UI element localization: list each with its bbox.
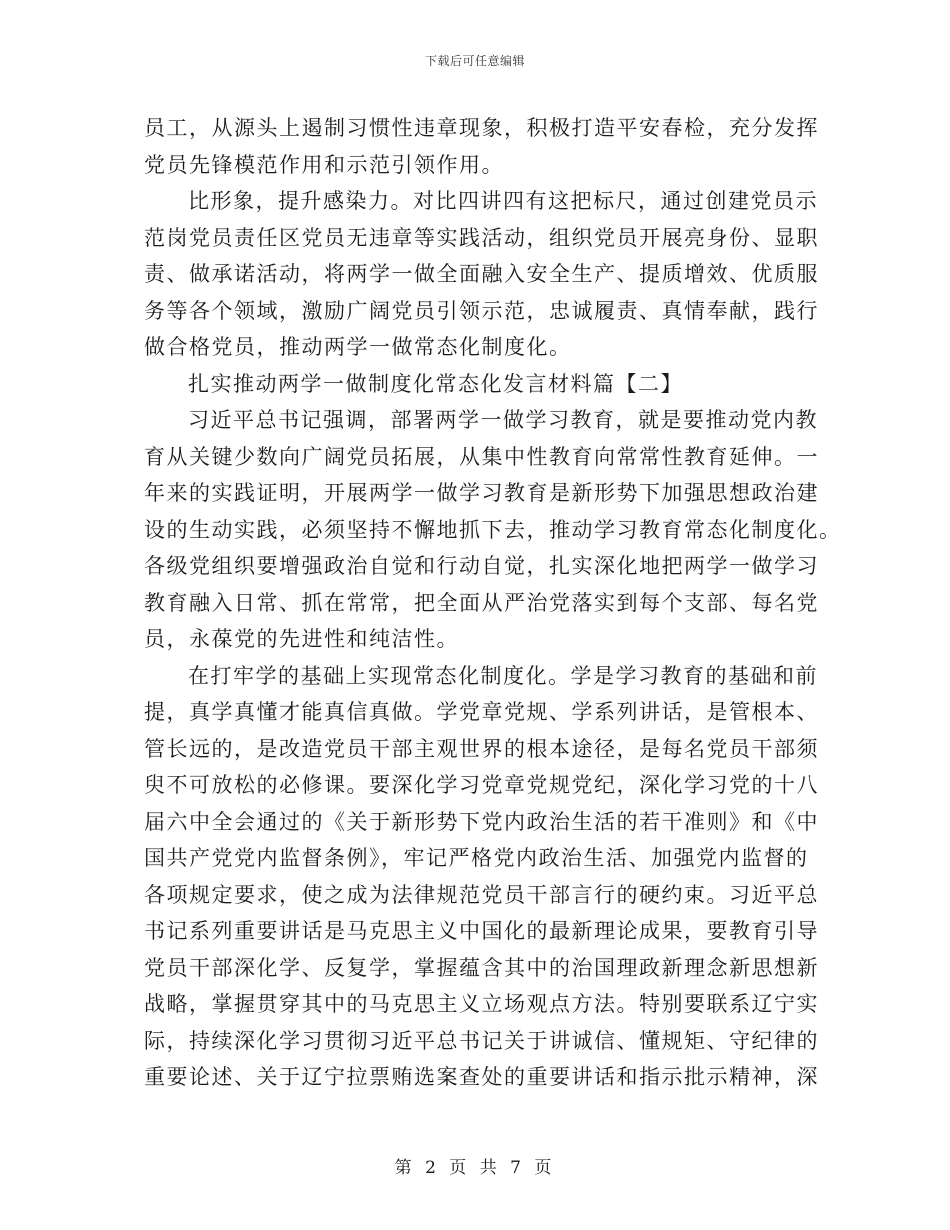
text-line: 做合格党员，推动两学一做常态化制度化。 [144, 335, 572, 359]
text-line: 各级党组织要增强政治自觉和行动自觉，扎实深化地把两学一做学习 [144, 554, 819, 578]
text-line: 各项规定要求，使之成为法律规范党员干部言行的硬约束。习近平总 [144, 882, 819, 907]
text-line: 国共产党党内监督条例》，牢记严格党内政治生活、加强党内监督的 [144, 846, 809, 870]
text-line: 范岗党员责任区党员无违章等实践活动，组织党员开展亮身份、显职 [144, 225, 819, 250]
text-line: 际，持续深化学习贯彻习近平总书记关于讲诚信、懂规矩、守纪律的 [144, 1028, 819, 1053]
page-footer: 第 2 页 共 7 页 [394, 1158, 556, 1178]
text-line: 在打牢学的基础上实现常态化制度化。学是学习教育的基础和前 [188, 663, 818, 688]
text-line: 党员干部深化学、反复学，掌握蕴含其中的治国理政新理念新思想新 [144, 955, 819, 980]
text-line: 育从关键少数向广阔党员拓展，从集中性教育向常常性教育延伸。一 [144, 444, 819, 469]
text-line: 战略，掌握贯穿其中的马克思主义立场观点方法。特别要联系辽宁实 [144, 992, 819, 1016]
text-line: 管长远的，是改造党员干部主观世界的根本途径，是每名党员干部须 [144, 736, 819, 761]
text-line: 届六中全会通过的《关于新形势下党内政治生活的若干准则》和《中 [144, 809, 819, 834]
document-body [144, 110, 842, 1096]
text-line: 比形象，提升感染力。对比四讲四有这把标尺，通过创建党员示 [188, 189, 818, 213]
text-line: 党员先锋模范作用和示范引领作用。 [144, 152, 504, 177]
text-line: 教育融入日常、抓在常常，把全面从严治党落实到每个支部、每名党 [144, 590, 819, 615]
text-line: 书记系列重要讲话是马克思主义中国化的最新理论成果，要教育引导 [144, 919, 819, 943]
text-line: 提，真学真懂才能真信真做。学党章党规、学系列讲话，是管根本、 [144, 700, 819, 724]
text-line: 设的生动实践，必须坚持不懈地抓下去，推动学习教育常态化制度化。 [144, 517, 842, 542]
text-line: 臾不可放松的必修课。要深化学习党章党规党纪，深化学习党的十八 [144, 773, 819, 797]
text-line: 责、做承诺活动，将两学一做全面融入安全生产、提质增效、优质服 [144, 262, 819, 286]
text-line: 扎实推动两学一做制度化常态化发言材料篇【二】 [188, 371, 683, 396]
text-line: 员，永葆党的先进性和纯洁性。 [144, 627, 459, 651]
text-line: 习近平总书记强调，部署两学一做学习教育，就是要推动党内教 [188, 408, 818, 432]
text-line: 重要论述、关于辽宁拉票贿选案查处的重要讲话和指示批示精神，深 [144, 1065, 819, 1089]
text-line: 年来的实践证明，开展两学一做学习教育是新形势下加强思想政治建 [144, 481, 819, 505]
page-header: 下载后可任意编辑 [424, 54, 525, 68]
text-line: 务等各个领域，激励广阔党员引领示范，忠诚履责、真情奉献，践行 [144, 298, 819, 323]
text-line: 员工，从源头上遏制习惯性违章现象，积极打造平安春检，充分发挥 [144, 116, 819, 140]
